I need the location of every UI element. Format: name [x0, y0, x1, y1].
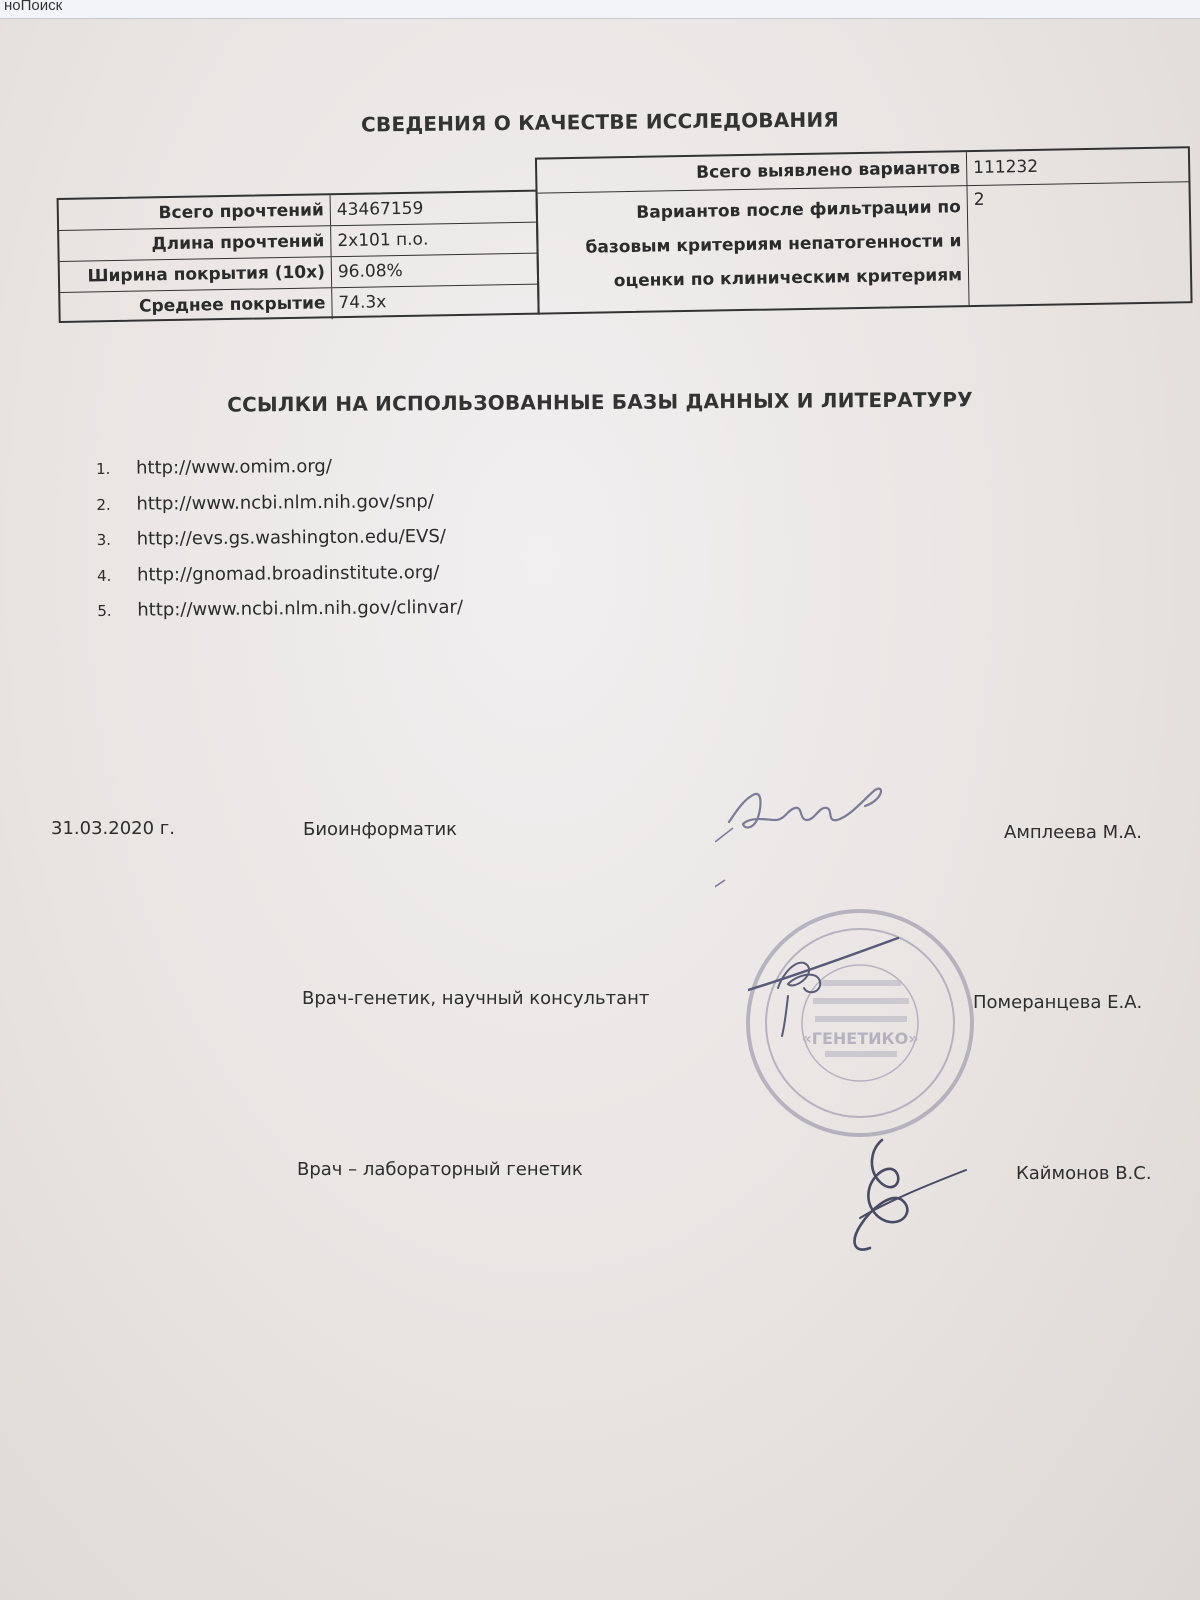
- report-date: 31.03.2020 г.: [51, 818, 175, 839]
- metric-label: Среднее покрытие: [60, 288, 332, 324]
- quality-section-title: СВЕДЕНИЯ О КАЧЕСТВЕ ИССЛЕДОВАНИЯ: [360, 107, 840, 137]
- reference-url: http://www.ncbi.nlm.nih.gov/clinvar/: [137, 596, 464, 621]
- background-screen-text: ноПоиск: [4, 0, 63, 14]
- variants-filtered-label-line: Вариантов после фильтрации по: [636, 197, 962, 223]
- signer-role: Биоинформатик: [303, 819, 458, 840]
- reference-url: http://gnomad.broadinstitute.org/: [136, 561, 440, 586]
- signer-name: Померанцева Е.А.: [973, 992, 1143, 1013]
- metric-value: 43467159: [336, 198, 424, 221]
- reference-item: [96, 455, 462, 494]
- variants-total-value: 111232: [972, 156, 1039, 178]
- signature-1-icon: [715, 780, 905, 895]
- metric-value: 96.08%: [337, 260, 403, 283]
- metric-value: 74.3x: [338, 292, 387, 314]
- variants-grid: [535, 146, 1193, 314]
- metric-label: Ширина покрытия (10x): [60, 257, 332, 292]
- metric-value: 2x101 п.о.: [337, 229, 429, 252]
- variants-filtered-label-line: оценки по клиническим критериям: [613, 265, 963, 292]
- reference-item: [97, 561, 463, 600]
- variants-filtered-value: 2: [973, 189, 985, 210]
- reference-number: 4.: [96, 566, 112, 585]
- official-stamp-icon: [743, 906, 977, 1140]
- signature-3-icon: [830, 1130, 970, 1260]
- reference-item: [97, 526, 463, 565]
- variants-filtered-label-line: базовым критериям непатогенности и: [585, 231, 962, 258]
- references-section-title: ССЫЛКИ НА ИСПОЛЬЗОВАННЫЕ БАЗЫ ДАННЫХ И ЛИТЕРАТУРУ: [227, 387, 973, 417]
- reference-number: 1.: [96, 459, 111, 478]
- signer-role: Врач – лабораторный генетик: [297, 1159, 583, 1180]
- variants-total-label: Всего выявлено вариантов: [537, 152, 968, 193]
- reference-item: [97, 597, 463, 636]
- reference-url: http://www.omim.org/: [135, 455, 332, 479]
- stamp-text: «ГЕНЕТИКО»: [801, 1029, 919, 1048]
- quality-table: [56, 146, 1193, 323]
- variants-filtered-label: [538, 186, 970, 312]
- reference-url: http://evs.gs.washington.edu/EVS/: [136, 525, 447, 550]
- metric-label: Длина прочтений: [59, 226, 331, 261]
- metric-label: Всего прочтений: [59, 195, 331, 230]
- reference-number: 3.: [96, 530, 112, 549]
- reference-number: 2.: [96, 495, 111, 514]
- reference-url: http://www.ncbi.nlm.nih.gov/snp/: [136, 490, 434, 515]
- references-list: [96, 455, 463, 636]
- signer-name: Каймонов В.С.: [1016, 1163, 1152, 1184]
- signer-name: Амплеева М.А.: [1004, 822, 1142, 843]
- signer-role: Врач-генетик, научный консультант: [302, 988, 650, 1009]
- reference-number: 5.: [97, 601, 112, 620]
- quality-metrics-grid: [57, 190, 540, 323]
- background-screen-strip: [0, 0, 1200, 19]
- reference-item: [96, 490, 462, 529]
